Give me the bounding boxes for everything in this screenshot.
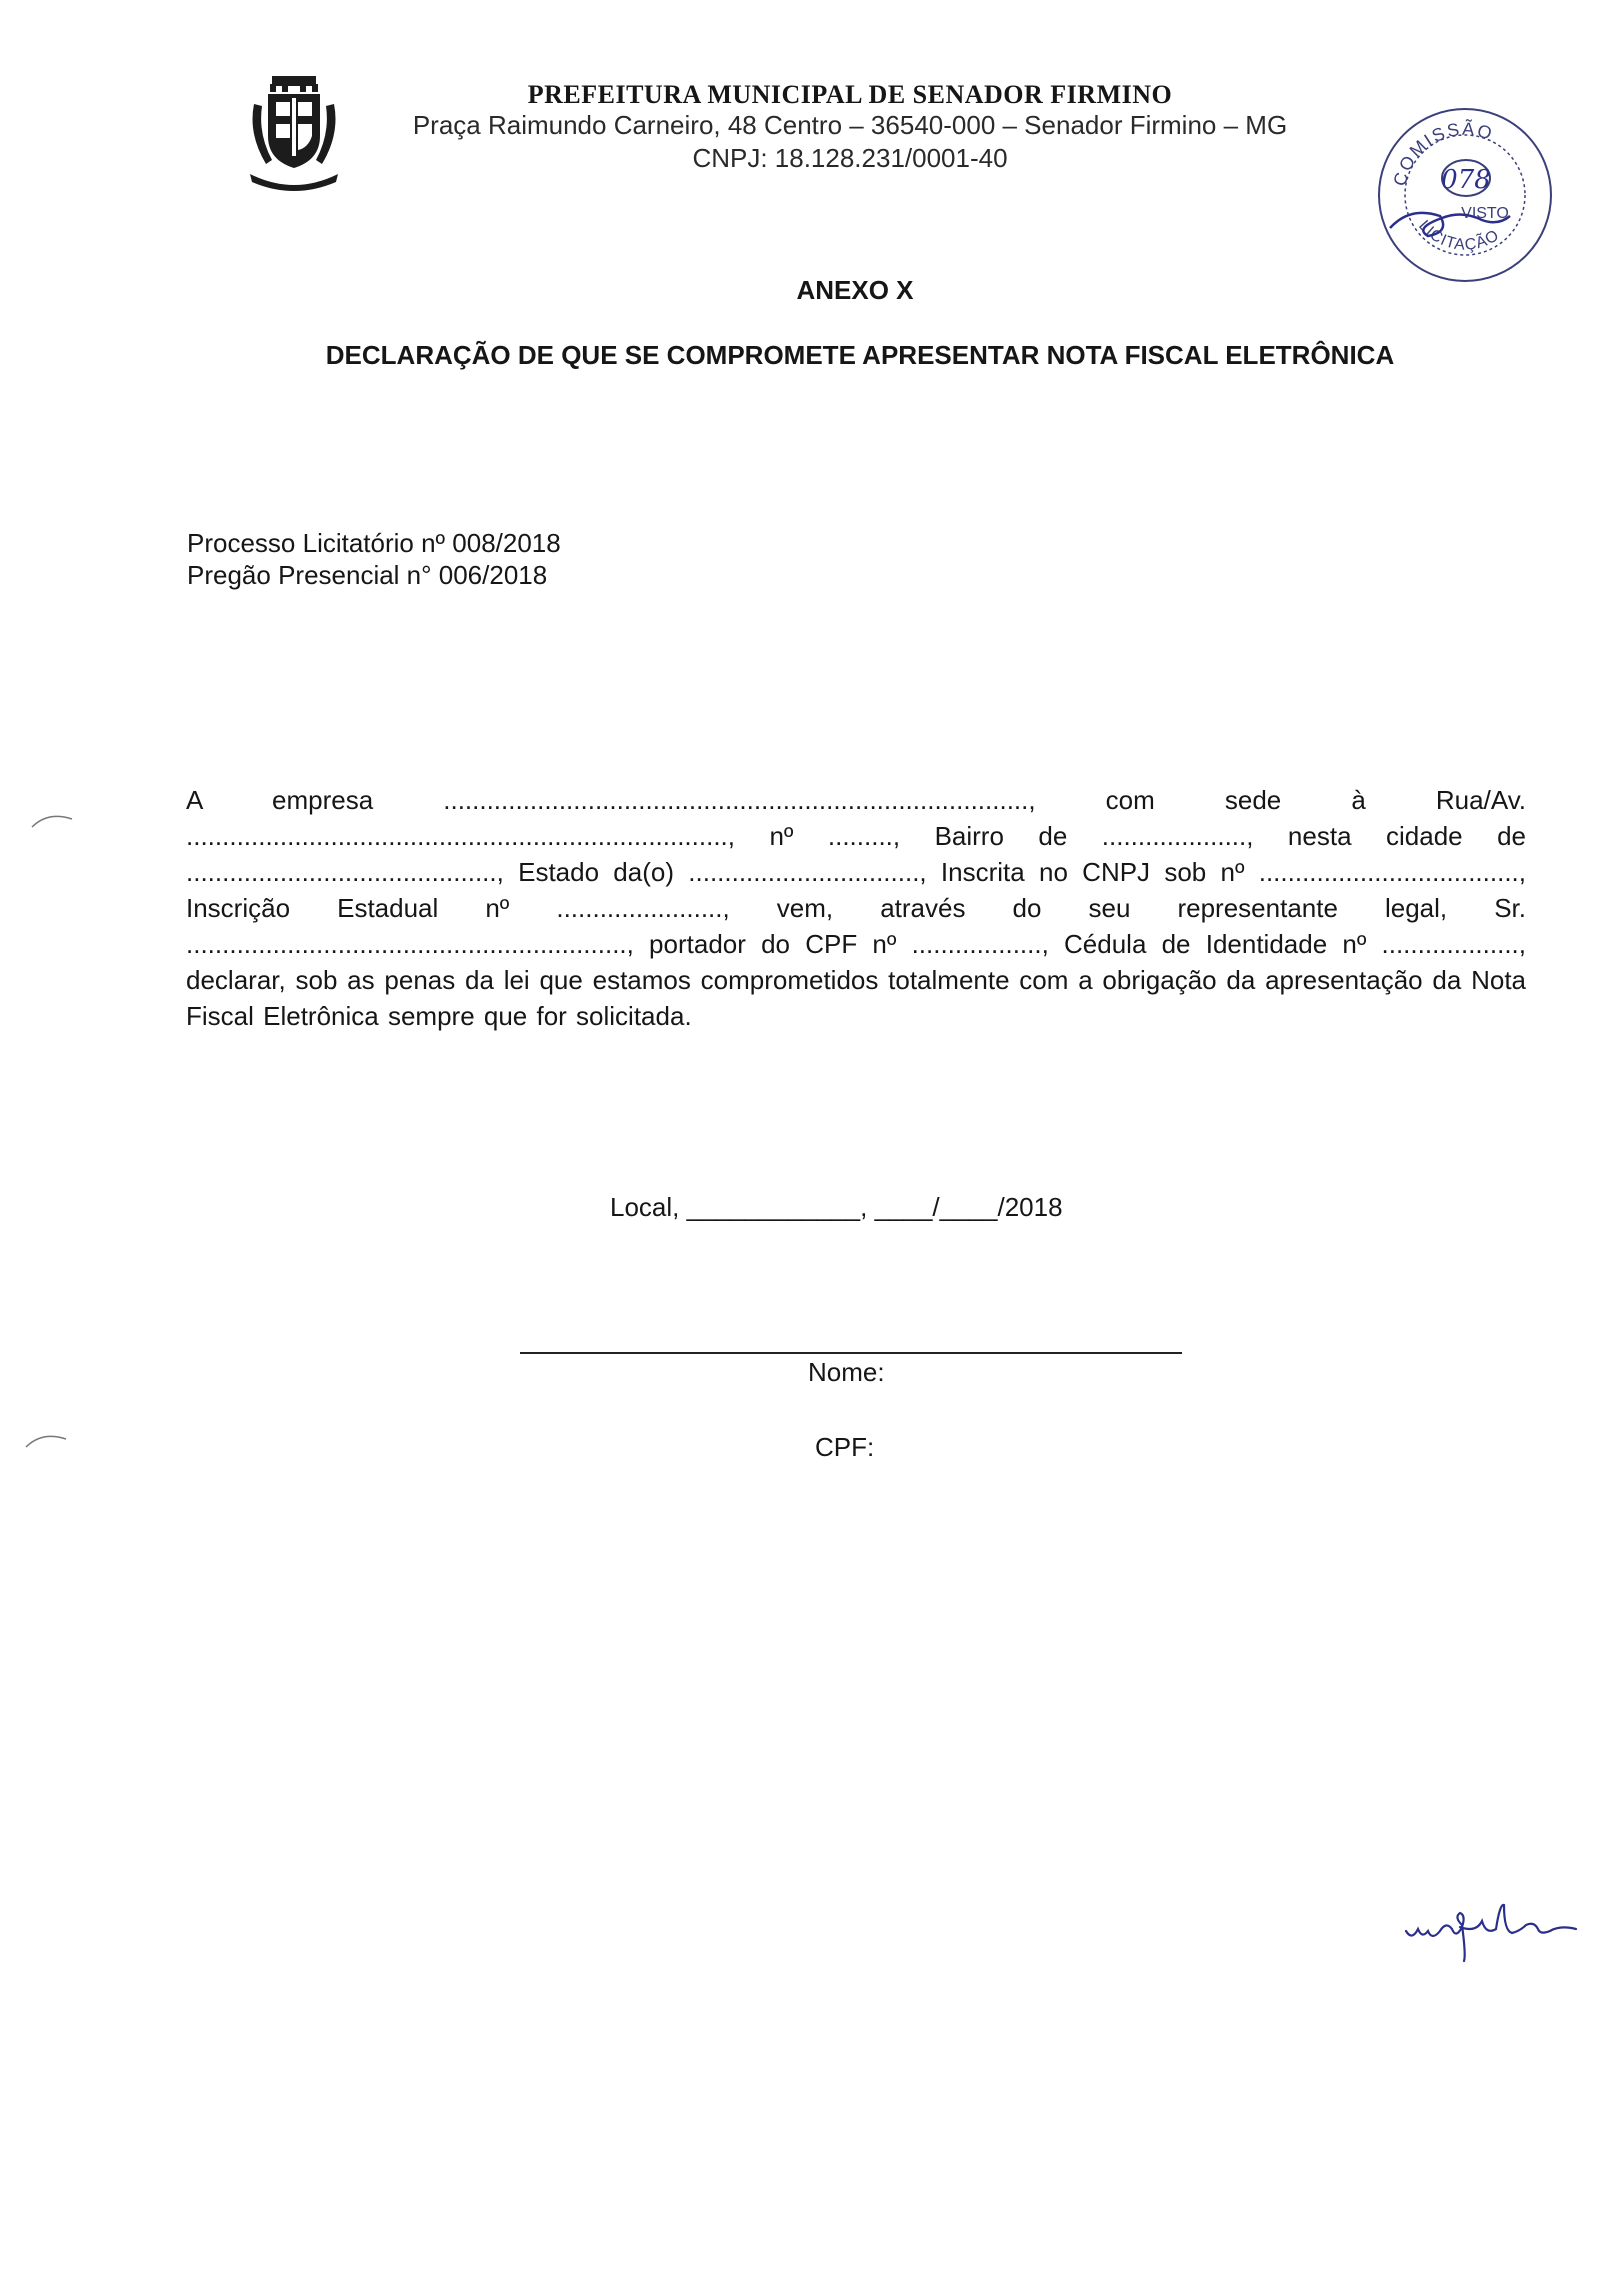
cpf-label: CPF: (815, 1432, 875, 1462)
margin-mark (22, 1425, 72, 1455)
header-address: Praça Raimundo Carneiro, 48 Centro – 36540-000 – Senador Firmino – MG (412, 110, 1288, 140)
signature-line (520, 1352, 1182, 1354)
handwritten-rubric (1400, 1895, 1590, 1965)
municipal-crest-icon (246, 74, 342, 192)
header-cnpj: CNPJ: 18.128.231/0001-40 (692, 143, 1008, 173)
stamp-label: VISTO (1461, 205, 1509, 222)
annex-title: ANEXO X (796, 275, 914, 305)
local-date-line: Local, ____________, ____/____/2018 (610, 1192, 1063, 1222)
stamp-bottom-text: LICITAÇÃO (1415, 217, 1503, 254)
declaration-text: A empresa ................................................................................., com sede à Rua/Av. ..........................................................................., nº ........., Bairro de ...................., nesta cidade de ..........................................., Estado da(o) ................................, Inscrita no CNPJ sob nº ...................................., Inscrição Estadual nº ......................., vem, através do seu representante legal, Sr. ............................................................., portador do CPF nº .................., Cédula de Identidade nº ..................., declarar, sob as penas da lei que estamos comprometidos totalmente com a obrigação da apresentação da Nota Fiscal Eletrônica sempre que for solicitada. (186, 785, 1526, 1031)
process-reference: Processo Licitatório nº 008/2018 (187, 528, 561, 558)
stamp-top-text: COMISSÃO (1389, 118, 1497, 188)
commission-stamp-icon (1370, 100, 1560, 290)
stamp-number: 078 (1441, 165, 1491, 195)
name-label: Nome: (808, 1357, 885, 1387)
pregao-reference: Pregão Presencial n° 006/2018 (187, 560, 548, 590)
annex-subtitle: DECLARAÇÃO DE QUE SE COMPROMETE APRESENTAR NOTA FISCAL ELETRÔNICA (325, 340, 1395, 370)
margin-mark (28, 805, 78, 835)
header-title: PREFEITURA MUNICIPAL DE SENADOR FIRMINO (527, 80, 1173, 109)
